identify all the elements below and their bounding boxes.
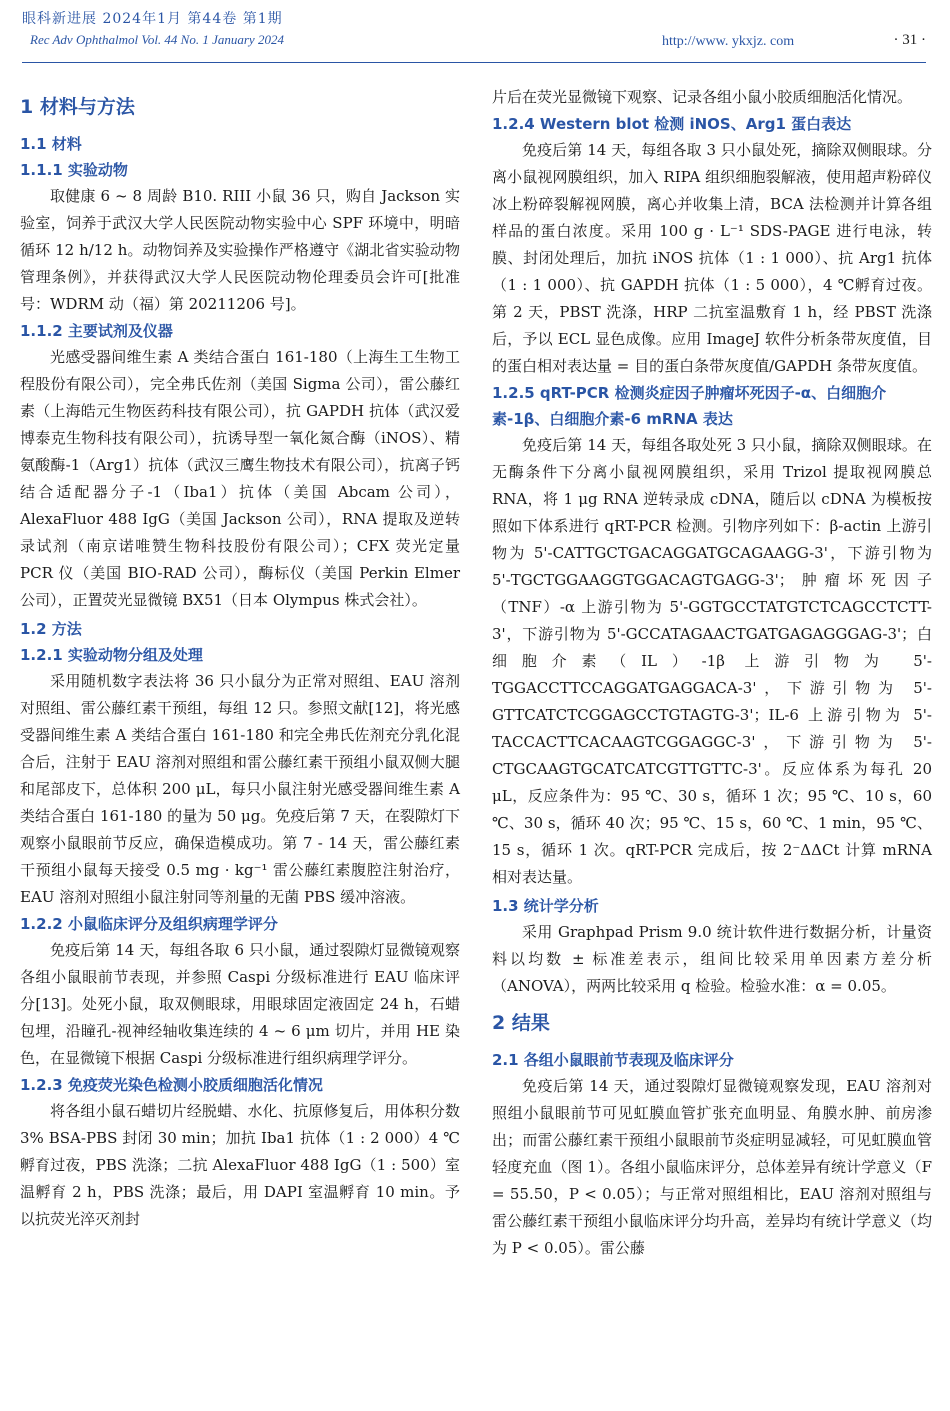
paragraph: 免疫后第 14 天，每组各取 3 只小鼠处死，摘除双侧眼球。分离小鼠视网膜组织，加入 RIPA 组织细胞裂解液，使用超声粉碎仪冰上粉碎裂解视网膜，离心并收集上清，BCA 法检测并计算各组样品的蛋白浓度。采用 100 g · L⁻¹ SDS-PAGE 进行电泳，转膜、封闭处理后，加抗 iNOS 抗体（1 : 1 000）、抗 Arg1 抗体（1 : 1 000）、抗 GAPDH 抗体（1 : 5 000），4 ℃孵育过夜。第 2 天，PBST 洗涤，HRP 二抗室温敷育 1 h，经 PBST 洗涤后，予以 ECL 显色成像。应用 ImageJ 软件分析条带灰度值，目的蛋白相对表达量 = 目的蛋白条带灰度值/GAPDH 条带灰度值。 xyxy=(492,141,932,375)
left-column xyxy=(20,92,460,1233)
right-column xyxy=(492,84,932,1262)
page-number: · 31 · xyxy=(893,32,926,48)
subsection-heading: 1.1 材料 xyxy=(20,135,82,153)
header-rule xyxy=(22,62,926,63)
paragraph: 采用随机数字表法将 36 只小鼠分为正常对照组、EAU 溶剂对照组、雷公藤红素干预组，每组 12 只。参照文献[12]，将光感受器间维生素 A 类结合蛋白 161-180 和完全弗氏佐剂充分乳化混合后，注射于 EAU 溶剂对照组和雷公藤红素干预组小鼠双侧大腿和尾部皮下，总体积 200 μL，每只小鼠注射光感受器间维生素 A 类结合蛋白 161-180 的量为 50 μg。免疫后第 7 天，在裂隙灯下观察小鼠眼前节反应，确保造模成功。第 7 - 14 天，雷公藤红素干预组小鼠每天接受 0.5 mg · kg⁻¹ 雷公藤红素腹腔注射治疗，EAU 溶剂对照组小鼠注射同等剂量的无菌 PBS 缓冲溶液。 xyxy=(20,672,460,906)
subsubsection-heading: 1.2.4 Western blot 检测 iNOS、Arg1 蛋白表达 xyxy=(492,115,852,133)
paragraph: 采用 Graphpad Prism 9.0 统计软件进行数据分析，计量资料以均数 ± 标准差表示，组间比较采用单因素方差分析（ANOVA），两两比较采用 q 检验。检验水准：α = 0.05。 xyxy=(492,923,932,995)
journal-title-en: Rec Adv Ophthalmol Vol. 44 No. 1 January 2024 xyxy=(30,32,284,47)
subsection-heading: 1.2 方法 xyxy=(20,620,82,638)
subsubsection-heading: 1.2.1 实验动物分组及处理 xyxy=(20,646,203,664)
paragraph-continued: 片后在荧光显微镜下观察、记录各组小鼠小胶质细胞活化情况。 xyxy=(492,88,913,106)
journal-title-cn: 眼科新进展 2024年1月 第44卷 第1期 xyxy=(22,11,283,27)
paragraph: 将各组小鼠石蜡切片经脱蜡、水化、抗原修复后，用体积分数 3% BSA-PBS 封闭 30 min；加抗 Iba1 抗体（1 : 2 000）4 ℃孵育过夜，PBS 洗涤；二抗 AlexaFluor 488 IgG（1 : 500）室温孵育 2 h，PBS 洗涤；最后，用 DAPI 室温孵育 10 min。予以抗荧光淬灭剂封 xyxy=(20,1102,460,1228)
subsubsection-heading: 1.2.5 qRT-PCR 检测炎症因子肿瘤坏死因子-α、白细胞介素-1β、白细胞介素-6 mRNA 表达 xyxy=(492,384,887,428)
paragraph: 取健康 6 ~ 8 周龄 B10. RIII 小鼠 36 只，购自 Jackson 实验室，饲养于武汉大学人民医院动物实验中心 SPF 环境中，明暗循环 12 h/12 h。动物饲养及实验操作严格遵守《湖北省实验动物管理条例》，并获得武汉大学人民医院动物伦理委员会许可[批准号：WDRM 动（福）第 20211206 号]。 xyxy=(20,187,460,313)
section-heading: 1 材料与方法 xyxy=(20,96,135,118)
journal-url[interactable]: http://www. ykxjz. com xyxy=(662,34,795,49)
subsubsection-heading: 1.1.2 主要试剂及仪器 xyxy=(20,322,173,340)
section-heading: 2 结果 xyxy=(492,1012,550,1034)
subsubsection-heading: 1.1.1 实验动物 xyxy=(20,161,128,179)
subsubsection-heading: 1.2.2 小鼠临床评分及组织病理学评分 xyxy=(20,915,278,933)
running-header xyxy=(22,8,926,60)
paragraph: 免疫后第 14 天，每组各取 6 只小鼠，通过裂隙灯显微镜观察各组小鼠眼前节表现，并参照 Caspi 分级标准进行 EAU 临床评分[13]。处死小鼠，取双侧眼球，用眼球固定液固定 24 h，石蜡包埋，沿瞳孔-视神经轴收集连续的 4 ~ 6 μm 切片，并用 HE 染色，在显微镜下根据 Caspi 分级标准进行组织病理学评分。 xyxy=(20,941,460,1067)
paragraph: 免疫后第 14 天，每组各取处死 3 只小鼠，摘除双侧眼球。在无酶条件下分离小鼠视网膜组织，采用 Trizol 提取视网膜总 RNA，将 1 μg RNA 逆转录成 cDNA，随后以 cDNA 为模板按照如下体系进行 qRT-PCR 检测。引物序列如下：β-actin 上游引物为 5'-CATTGCTGACAGGATGCAGAAGG-3'，下游引物为 5'-TGCTGGAAGGTGGACAGTGAGG-3'；肿瘤坏死因子（TNF）-α 上游引物为 5'-GGTGCCTATGTCTCAGCCTCTT-3'，下游引物为 5'-GCCATAGAACTGATGAGAGGGAG-3'；白细胞介素（IL）-1β 上游引物为 5'-TGGACCTTCCAGGATGAGGACA-3'，下游引物为 5'-GTTCATCTCGGAGCCTGTAGTG-3'；IL-6 上游引物为 5'-TACCACTTCACAAGTCGGAGGC-3'，下游引物为 5'-CTGCAAGTGCATCATCGTTGTTC-3'。反应体系为每孔 20 μL，反应条件为：95 ℃、30 s，循环 1 次；95 ℃、10 s，60 ℃、30 s，循环 40 次；95 ℃、15 s，60 ℃、1 min，95 ℃、15 s，循环 1 次。qRT-PCR 完成后，按 2⁻ΔΔCt 计算 mRNA 相对表达量。 xyxy=(492,436,932,886)
subsubsection-heading: 1.2.3 免疫荧光染色检测小胶质细胞活化情况 xyxy=(20,1076,323,1094)
subsection-heading: 2.1 各组小鼠眼前节表现及临床评分 xyxy=(492,1051,734,1069)
subsection-heading: 1.3 统计学分析 xyxy=(492,897,599,915)
paragraph: 免疫后第 14 天，通过裂隙灯显微镜观察发现，EAU 溶剂对照组小鼠眼前节可见虹膜血管扩张充血明显、角膜水肿、前房渗出；而雷公藤红素干预组小鼠眼前节炎症明显减轻，可见虹膜血管轻度充血（图 1）。各组小鼠临床评分，总体差异有统计学意义（F = 55.50，P < 0.05）；与正常对照组相比，EAU 溶剂对照组与雷公藤红素干预组小鼠临床评分均升高，差异均有统计学意义（均为 P < 0.05）。雷公藤 xyxy=(492,1077,932,1257)
paragraph: 光感受器间维生素 A 类结合蛋白 161-180（上海生工生物工程股份有限公司），完全弗氏佐剂（美国 Sigma 公司），雷公藤红素（上海皓元生物医药科技有限公司），抗 GAPDH 抗体（武汉爱博泰克生物科技有限公司），抗诱导型一氧化氮合酶（iNOS）、精氨酸酶-1（Arg1）抗体（武汉三鹰生物技术有限公司），抗离子钙结合适配器分子-1（Iba1）抗体（美国 Abcam 公司），AlexaFluor 488 IgG（美国 Jackson 公司），RNA 提取及逆转录试剂（南京诺唯赞生物科技股份有限公司）；CFX 荧光定量 PCR 仪（美国 BIO-RAD 公司），酶标仪（美国 Perkin Elmer 公司），正置荧光显微镜 BX51（日本 Olympus 株式会社）。 xyxy=(20,348,460,609)
